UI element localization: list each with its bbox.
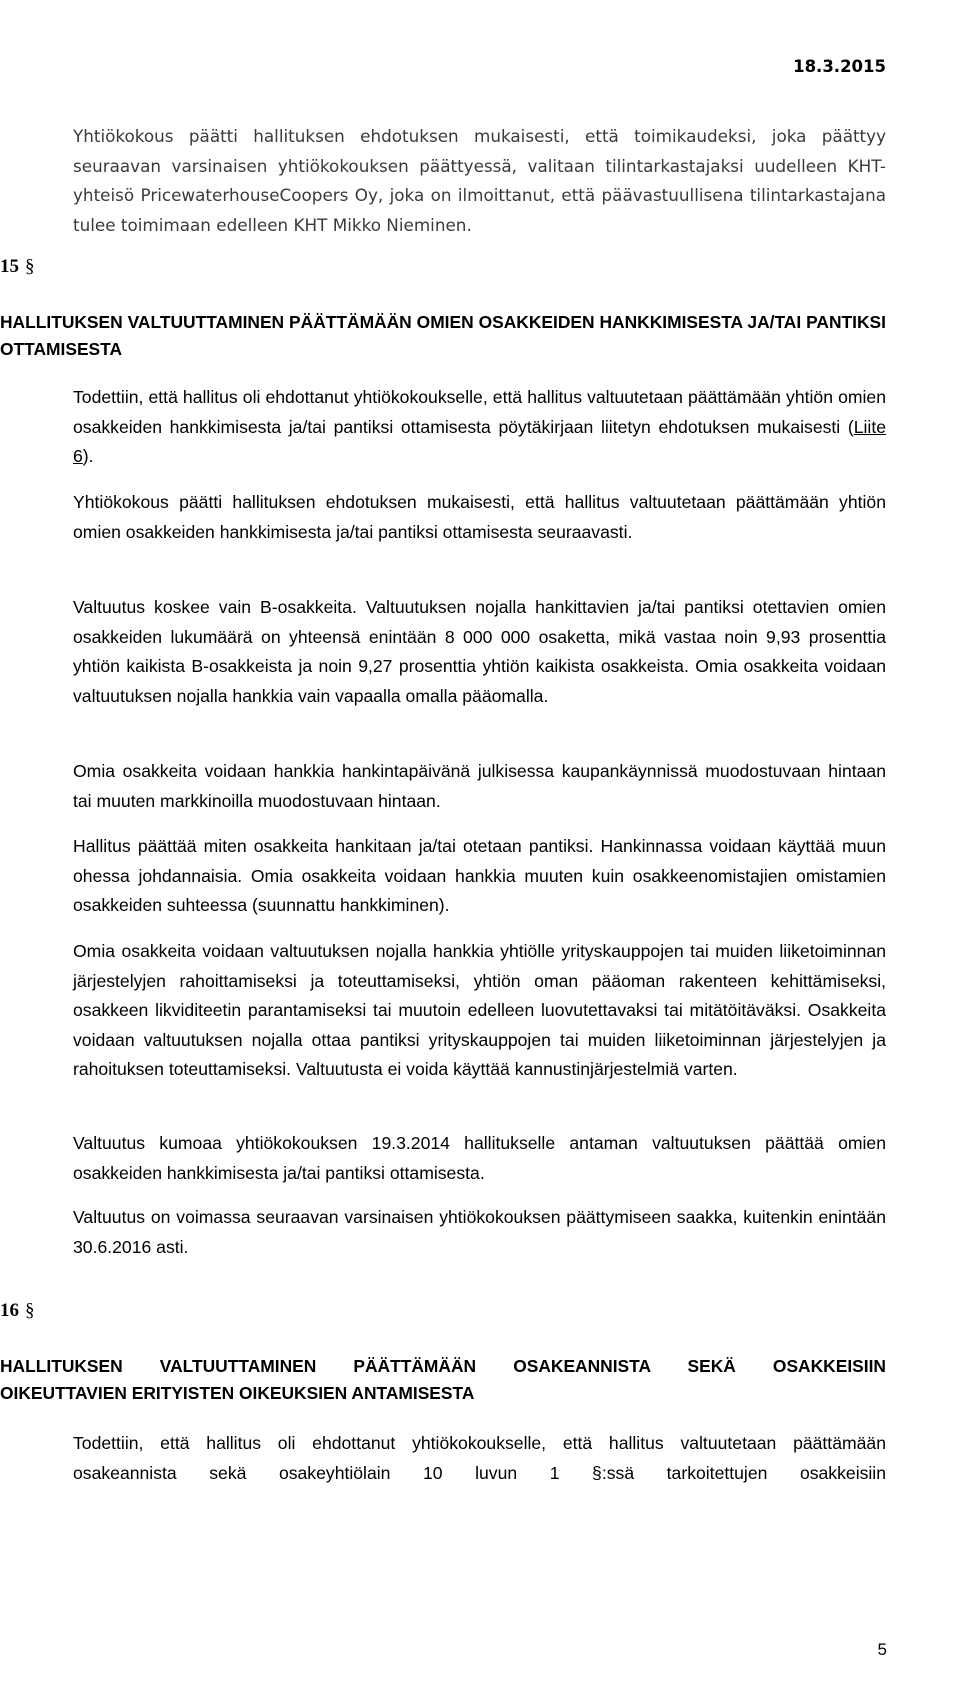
section-15-number: [0, 256, 35, 278]
intro-paragraph: Yhtiökokous päätti hallituksen ehdotuksen mukaisesti, että toimikaudeksi, joka päättyy seuraavan varsinaisen yhtiökokouksen päättyessä, valitaan tilintarkastajaksi uudelleen KHT-yhteisö PricewaterhouseCoopers Oy, joka on ilmoittanut, että päävastuullisena tilintarkastajana tulee toimimaan edelleen KHT Mikko Nieminen.: [73, 126, 886, 235]
section-15-p5: Hallitus päättää miten osakkeita hankitaan ja/tai otetaan pantiksi. Hankinnassa voidaan käyttää muun ohessa johdannaisia. Omia osakkeita voidaan hankkia muuten kuin osakkeenomistajien omistamien osakkeiden suhteessa (suunnattu hankkiminen).: [73, 836, 886, 915]
section-15-p6: Omia osakkeita voidaan valtuutuksen nojalla hankkia yhtiölle yrityskauppojen tai muiden liiketoiminnan järjestelyjen rahoittamiseksi ja toteuttamiseksi, yhtiön oman pääoman rakenteen kehittämiseksi, osakkeen likviditeetin parantamiseksi tai muutoin edelleen luovutettavaksi tai mitätöitäväksi. Osakkeita voidaan valtuutuksen nojalla ottaa pantiksi yrityskauppojen tai muiden liiketoiminnan järjestelyjen ja rahoituksen toteuttamiseksi. Valtuutusta ei voida käyttää kannustinjärjestelmiä varten.: [73, 941, 886, 1079]
section-15-p6-block: [73, 937, 886, 1085]
section-15-p1-text: Todettiin, että hallitus oli ehdottanut yhtiökokoukselle, että hallitus valtuutetaan päättämään yhtiön omien osakkeiden hankkimisesta ja/tai pantiksi ottamisesta pöytäkirjaan liitetyn ehdotuksen mukaisesti (: [73, 387, 886, 437]
section-16-p1: Todettiin, että hallitus oli ehdottanut yhtiökokoukselle, että hallitus valtuutetaan päättämään osakeannista sekä osakeyhtiölain 10 luvun 1 §:ssä tarkoitettujen osakkeisiin: [73, 1433, 886, 1483]
attachment-link[interactable]: Liite 6: [73, 416, 886, 466]
section-15-p8: Valtuutus on voimassa seuraavan varsinaisen yhtiökokouksen päättymiseen saakka, kuitenkin enintään 30.6.2016 asti.: [73, 1207, 886, 1257]
section-15-p1-end: ).: [82, 446, 94, 466]
header-doc-type: PÖYTÄKIRJA: [0, 5, 111, 24]
section-15-body: [73, 383, 886, 472]
section-16-heading: [0, 1353, 886, 1407]
section-15-p4: Omia osakkeita voidaan hankkia hankintapäivänä julkisessa kaupankäynnissä muodostuvaan hintaan tai muuten markkinoilla muodostuvaan hintaan.: [73, 761, 886, 811]
header-left: [0, 2, 111, 54]
header-company: CAPMAN OYJ: [768, 5, 886, 24]
section-15-p2-block: [73, 488, 886, 547]
section-16-num: 16: [0, 1300, 19, 1321]
section-15-p5-block: [73, 832, 886, 921]
section-16-body: [73, 1429, 886, 1488]
section-15-p7-block: [73, 1129, 886, 1188]
section-16-mark: §: [25, 1300, 35, 1321]
section-16-heading-line2: OIKEUTTAVIEN ERITYISTEN OIKEUKSIEN ANTAMISESTA: [0, 1383, 475, 1403]
header-meeting: VARSINAINEN YHTIÖKOKOUS: [618, 31, 886, 50]
section-16-number: [0, 1300, 35, 1322]
page-header: [0, 0, 960, 82]
header-doc-number: Nro 1/2015: [0, 31, 103, 50]
section-15-p7: Valtuutus kumoaa yhtiökokouksen 19.3.2014 hallitukselle antaman valtuutuksen päättää omien osakkeiden hankkimisesta ja/tai pantiksi ottamisesta.: [73, 1133, 886, 1183]
section-15-p8-block: [73, 1203, 886, 1262]
page-number: 5: [877, 1640, 887, 1659]
section-15-p3: Valtuutus koskee vain B-osakkeita. Valtuutuksen nojalla hankittavien ja/tai pantiksi otettavien omien osakkeiden lukumäärä on yhteensä enintään 8 000 000 osaketta, mikä vastaa noin 9,93 prosenttia yhtiön kaikista B-osakkeista ja noin 9,27 prosenttia yhtiön kaikista osakkeista. Omia osakkeita voidaan valtuutuksen nojalla hankkia vain vapaalla omalla pääomalla.: [73, 597, 886, 706]
header-date: 18.3.2015: [793, 57, 886, 76]
section-15-p3-block: [73, 593, 886, 711]
intro-block: [73, 122, 886, 240]
section-15-heading: HALLITUKSEN VALTUUTTAMINEN PÄÄTTÄMÄÄN OMIEN OSAKKEIDEN HANKKIMISESTA JA/TAI PANTIKSI OTTAMISESTA: [0, 312, 886, 359]
section-15-p2: Yhtiökokous päätti hallituksen ehdotuksen mukaisesti, että hallitus valtuutetaan päättämään yhtiön omien osakkeiden hankkimisesta ja/tai pantiksi ottamisesta seuraavasti.: [73, 492, 886, 542]
section-15-p1: [73, 383, 886, 472]
section-15-num: 15: [0, 256, 19, 277]
header-right: [619, 2, 886, 80]
section-15-p4-block: [73, 757, 886, 816]
section-16-heading-line1: HALLITUKSEN VALTUUTTAMINEN PÄÄTTÄMÄÄN OSAKEANNISTA SEKÄ OSAKKEISIIN: [0, 1356, 886, 1376]
section-15-mark: §: [25, 256, 35, 277]
